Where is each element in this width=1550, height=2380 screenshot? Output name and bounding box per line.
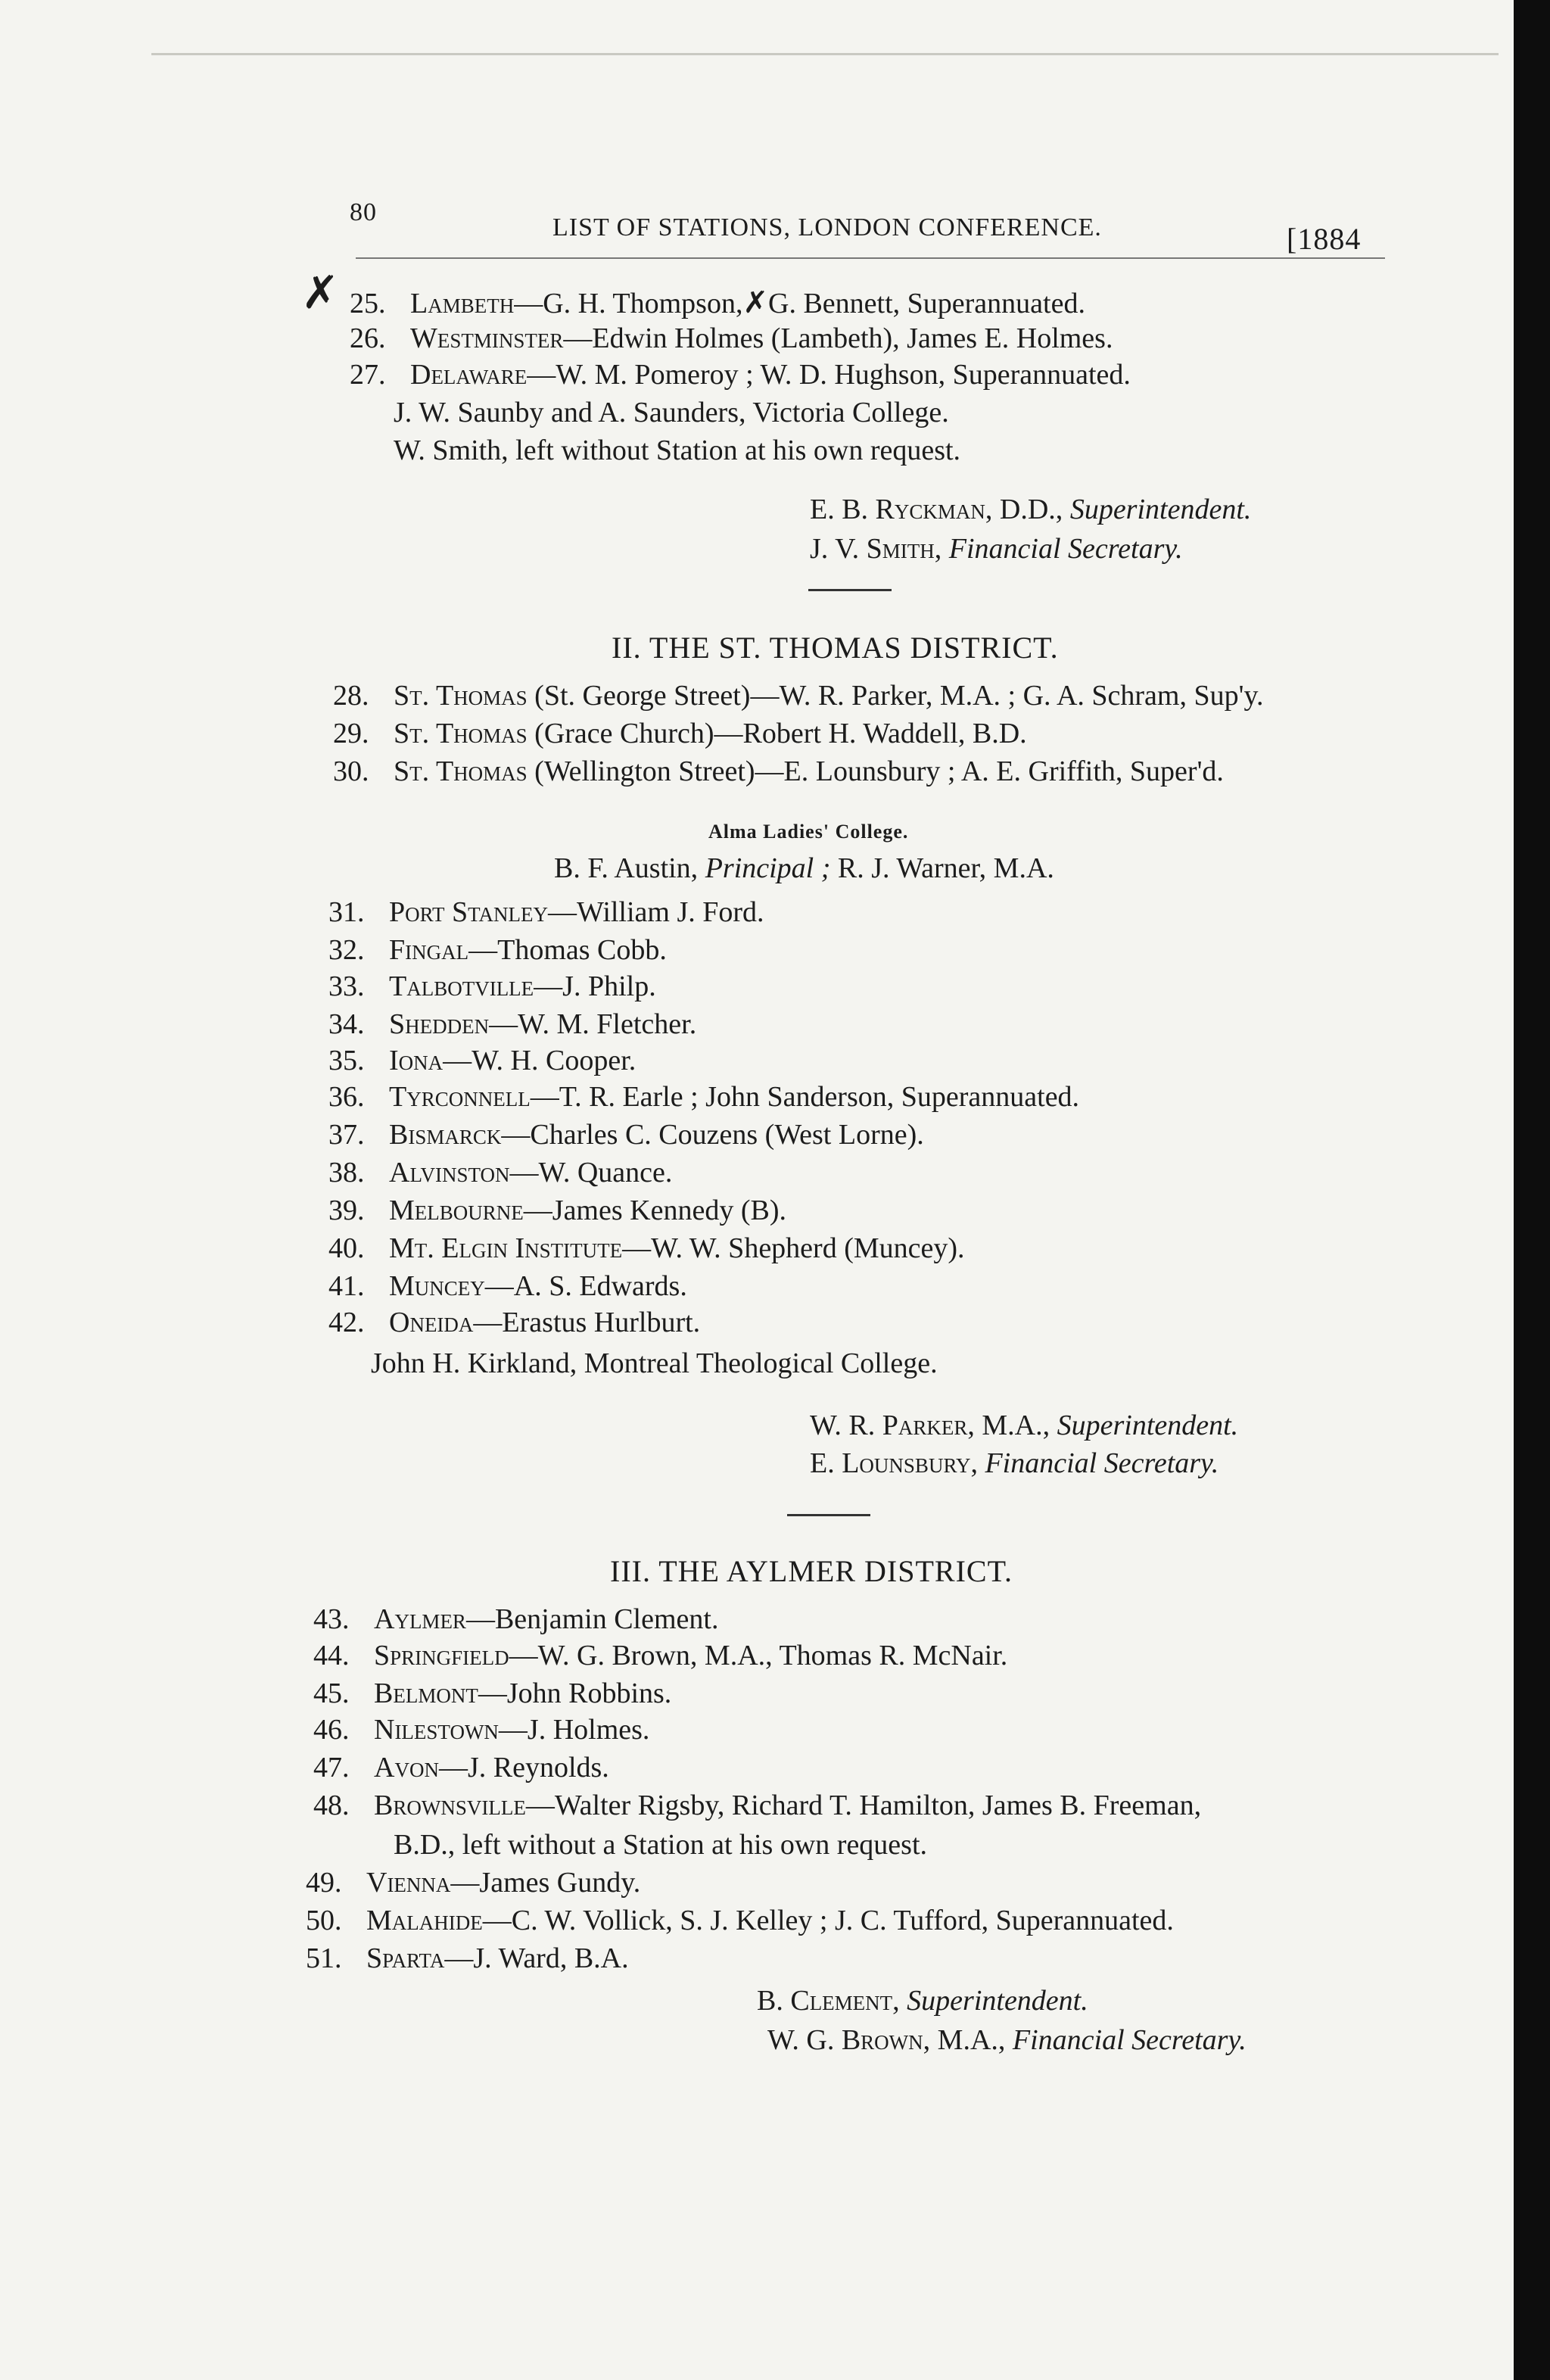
page-top-edge: [151, 53, 1499, 55]
list-item: 48. Brownsville—Walter Rigsby, Richard T. Hamilton, James B. Freeman,: [313, 1790, 1202, 1821]
section-heading: III. THE AYLMER DISTRICT.: [610, 1554, 1013, 1588]
list-item: 42. Oneida—Erastus Hurlburt.: [328, 1307, 701, 1338]
list-item: 30. St. Thomas (Wellington Street)—E. Lounsbury ; A. E. Griffith, Super'd.: [333, 755, 1224, 787]
list-item: 43. Aylmer—Benjamin Clement.: [313, 1603, 719, 1635]
section-heading: II. THE ST. THOMAS DISTRICT.: [612, 631, 1059, 665]
list-item: 34. Shedden—W. M. Fletcher.: [328, 1008, 697, 1040]
section-divider: [787, 1514, 870, 1516]
financial-secretary-line: J. V. Smith, Financial Secretary.: [810, 533, 1183, 565]
list-item: 51. Sparta—J. Ward, B.A.: [306, 1942, 629, 1974]
header-year: [1884: [1287, 222, 1362, 256]
list-item: 35. Iona—W. H. Cooper.: [328, 1045, 636, 1076]
list-item: 50. Malahide—C. W. Vollick, S. J. Kelley ; J. C. Tufford, Superannuated.: [306, 1905, 1174, 1936]
running-title: LIST OF STATIONS, LONDON CONFERENCE.: [552, 213, 1102, 241]
list-item: 39. Melbourne—James Kennedy (B).: [328, 1195, 786, 1226]
college-staff-line: B. F. Austin, Principal ; R. J. Warner, M.A.: [554, 852, 1054, 884]
list-item: 25. Lambeth—G. H. Thompson,✗G. Bennett, Superannuated.: [350, 285, 1085, 320]
list-item: 28. St. Thomas (St. George Street)—W. R. Parker, M.A. ; G. A. Schram, Sup'y.: [333, 680, 1264, 712]
note-line: W. Smith, left without Station at his own request.: [394, 435, 961, 466]
scan-dark-edge: [1514, 0, 1550, 2380]
margin-cross-mark: ✗: [301, 266, 340, 319]
section-divider: [808, 589, 892, 591]
page-number: 80: [350, 198, 377, 226]
superintendent-line: W. R. Parker, M.A., Superintendent.: [810, 1410, 1239, 1441]
financial-secretary-line: W. G. Brown, M.A., Financial Secretary.: [767, 2024, 1247, 2056]
inline-cross-mark: ✗: [742, 285, 768, 320]
superintendent-line: E. B. Ryckman, D.D., Superintendent.: [810, 494, 1252, 525]
note-line: J. W. Saunby and A. Saunders, Victoria College.: [394, 397, 949, 428]
financial-secretary-line: E. Lounsbury, Financial Secretary.: [810, 1447, 1219, 1479]
header-rule: [356, 257, 1385, 259]
list-item-continuation: B.D., left without a Station at his own request.: [394, 1829, 928, 1861]
college-heading: Alma Ladies' College.: [708, 821, 909, 843]
list-item: 41. Muncey—A. S. Edwards.: [328, 1270, 687, 1302]
list-item: 31. Port Stanley—William J. Ford.: [328, 896, 764, 928]
list-item: 38. Alvinston—W. Quance.: [328, 1157, 673, 1188]
list-item: 29. St. Thomas (Grace Church)—Robert H. Waddell, B.D.: [333, 718, 1027, 749]
list-item: 32. Fingal—Thomas Cobb.: [328, 934, 667, 966]
list-item: 40. Mt. Elgin Institute—W. W. Shepherd (Muncey).: [328, 1232, 965, 1264]
list-item: 47. Avon—J. Reynolds.: [313, 1752, 609, 1783]
list-item: 26. Westminster—Edwin Holmes (Lambeth), James E. Holmes.: [350, 322, 1113, 354]
superintendent-line: B. Clement, Superintendent.: [757, 1985, 1088, 2017]
list-item: 33. Talbotville—J. Philp.: [328, 970, 656, 1002]
list-item: 37. Bismarck—Charles C. Couzens (West Lorne).: [328, 1119, 924, 1151]
list-item: 36. Tyrconnell—T. R. Earle ; John Sanderson, Superannuated.: [328, 1081, 1080, 1113]
list-item: 45. Belmont—John Robbins.: [313, 1678, 672, 1709]
list-item: 44. Springfield—W. G. Brown, M.A., Thomas R. McNair.: [313, 1640, 1008, 1671]
note-line: John H. Kirkland, Montreal Theological College.: [371, 1347, 938, 1379]
list-item: 27. Delaware—W. M. Pomeroy ; W. D. Hughson, Superannuated.: [350, 359, 1131, 391]
list-item: 46. Nilestown—J. Holmes.: [313, 1714, 650, 1746]
list-item: 49. Vienna—James Gundy.: [306, 1867, 641, 1899]
